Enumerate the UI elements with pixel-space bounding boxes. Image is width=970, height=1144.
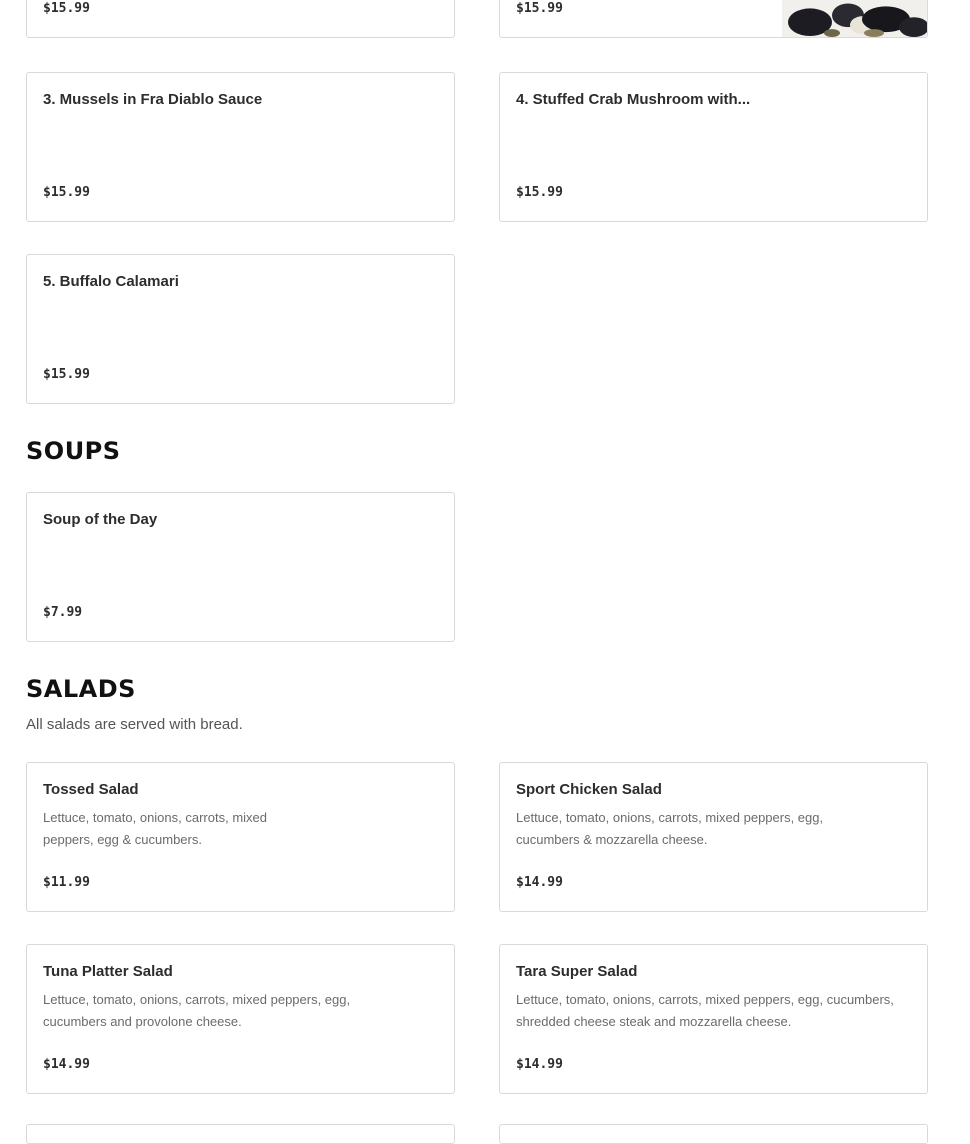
menu-item-price: $15.99 [43, 1, 90, 16]
menu-item-price: $14.99 [516, 875, 563, 890]
menu-item-price: $15.99 [516, 1, 563, 16]
menu-item-name: Tossed Salad [43, 781, 139, 798]
menu-item-name: Tara Super Salad [516, 963, 638, 980]
menu-item-price: $15.99 [43, 367, 90, 382]
menu-item-description: Lettuce, tomato, onions, carrots, mixed peppers, egg, cucumbers and provolone cheese. [43, 992, 351, 1029]
menu-item-description: Lettuce, tomato, onions, carrots, mixed peppers, egg & cucumbers. [43, 810, 267, 847]
menu-item-price: $7.99 [43, 605, 83, 620]
menu-item-card[interactable] [26, 0, 455, 38]
menu-item-price: $14.99 [43, 1057, 90, 1072]
section-title-soups: SOUPS [26, 437, 121, 465]
menu-item-name: Sport Chicken Salad [516, 781, 662, 798]
menu-item-card[interactable] [499, 1124, 928, 1144]
menu-item-price: $11.99 [43, 875, 90, 890]
menu-item-card[interactable] [26, 944, 455, 1094]
menu-item-card[interactable] [26, 492, 455, 642]
menu-item-card[interactable] [499, 72, 928, 222]
section-note: All salads are served with bread. [26, 716, 243, 733]
menu-item-card[interactable] [26, 72, 455, 222]
menu-item-card[interactable] [26, 254, 455, 404]
menu-item-card[interactable] [499, 762, 928, 912]
menu-item-price: $14.99 [516, 1057, 563, 1072]
menu-item-name: Tuna Platter Salad [43, 963, 173, 980]
menu-item-photo [782, 0, 927, 37]
menu-item-card[interactable] [26, 762, 455, 912]
menu-item-name: 3. Mussels in Fra Diablo Sauce [43, 91, 263, 108]
menu-item-card[interactable] [499, 0, 928, 38]
menu-item-price: $15.99 [43, 185, 90, 200]
menu-item-name: 4. Stuffed Crab Mushroom with... [516, 91, 751, 108]
menu-item-name: 5. Buffalo Calamari [43, 273, 179, 290]
menu-item-card[interactable] [499, 944, 928, 1094]
menu-item-description: Lettuce, tomato, onions, carrots, mixed peppers, egg, cucumbers & mozzarella cheese. [516, 810, 824, 847]
section-title-salads: SALADS [26, 675, 136, 703]
menu-item-description: Lettuce, tomato, onions, carrots, mixed peppers, egg, cucumbers, shredded cheese steak and mozzarella cheese. [516, 992, 894, 1029]
menu-item-price: $15.99 [516, 185, 563, 200]
menu-item-card[interactable] [26, 1124, 455, 1144]
menu-item-name: Soup of the Day [43, 511, 158, 528]
